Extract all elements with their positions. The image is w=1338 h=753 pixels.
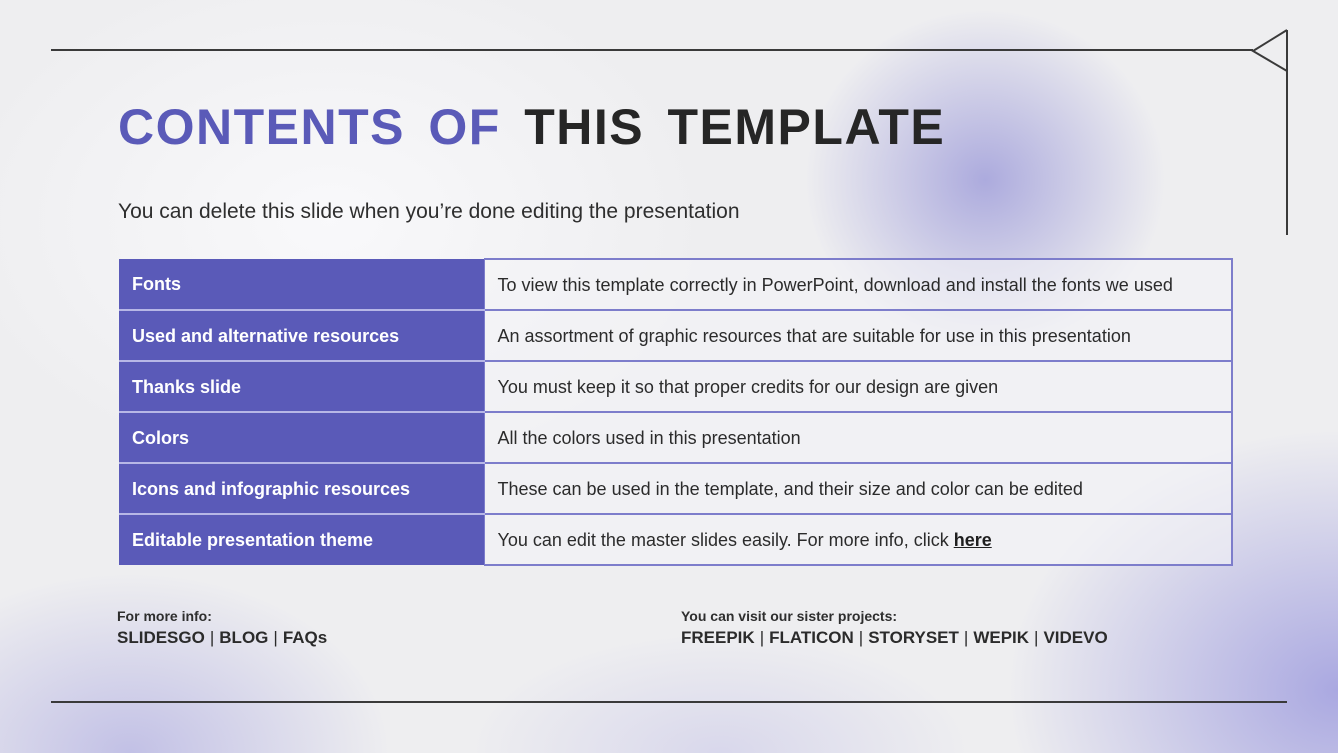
top-divider-line	[51, 49, 1253, 51]
row-key: Colors	[119, 412, 484, 463]
link-blog[interactable]: BLOG	[219, 628, 269, 647]
row-key: Editable presentation theme	[119, 514, 484, 565]
row-value: You must keep it so that proper credits for our design are given	[484, 361, 1232, 412]
table-row	[119, 259, 1232, 310]
row-value-text: You can edit the master slides easily. For more info, click	[497, 529, 954, 550]
here-link[interactable]: here	[953, 529, 992, 550]
bottom-divider-line	[51, 701, 1287, 703]
link-flaticon[interactable]: FLATICON	[769, 628, 854, 647]
row-value: All the colors used in this presentation	[484, 412, 1232, 463]
link-wepik[interactable]: WEPIK	[973, 628, 1030, 647]
separator: |	[273, 628, 278, 647]
row-key: Fonts	[119, 259, 484, 310]
table-row	[119, 514, 1232, 565]
row-key: Used and alternative resources	[119, 310, 484, 361]
row-value: These can be used in the template, and their size and color can be edited	[484, 463, 1232, 514]
more-info-label: For more info:	[117, 608, 212, 624]
row-value: To view this template correctly in PowerPoint, download and install the fonts we used	[484, 259, 1232, 310]
separator: |	[209, 628, 215, 647]
link-freepik[interactable]: FREEPIK	[681, 628, 755, 647]
link-storyset[interactable]: STORYSET	[868, 628, 959, 647]
contents-table	[119, 258, 1233, 566]
table-row	[119, 412, 1232, 463]
separator: |	[759, 628, 765, 647]
row-key: Icons and infographic resources	[119, 463, 484, 514]
title-dark: THIS TEMPLATE	[524, 99, 946, 155]
title-accent: CONTENTS OF	[118, 99, 501, 155]
sister-projects-links	[681, 627, 1108, 649]
page-subtitle: You can delete this slide when you’re done editing the presentation	[118, 200, 740, 223]
link-slidesgo[interactable]: SLIDESGO	[117, 628, 205, 647]
sister-projects-block	[681, 607, 1108, 649]
row-key: Thanks slide	[119, 361, 484, 412]
table-row	[119, 463, 1232, 514]
flag-triangle-icon	[1248, 27, 1292, 75]
separator: |	[858, 628, 864, 647]
link-videvo[interactable]: VIDEVO	[1043, 628, 1108, 647]
row-value	[484, 514, 1232, 565]
table-row	[119, 361, 1232, 412]
more-info-block	[117, 607, 327, 649]
separator: |	[1034, 628, 1039, 647]
more-info-links	[117, 627, 327, 649]
separator: |	[963, 628, 969, 647]
page-title	[118, 98, 945, 156]
sister-projects-label: You can visit our sister projects:	[681, 608, 898, 624]
table-row	[119, 310, 1232, 361]
link-faqs[interactable]: FAQs	[282, 628, 328, 647]
row-value: An assortment of graphic resources that are suitable for use in this presentation	[484, 310, 1232, 361]
